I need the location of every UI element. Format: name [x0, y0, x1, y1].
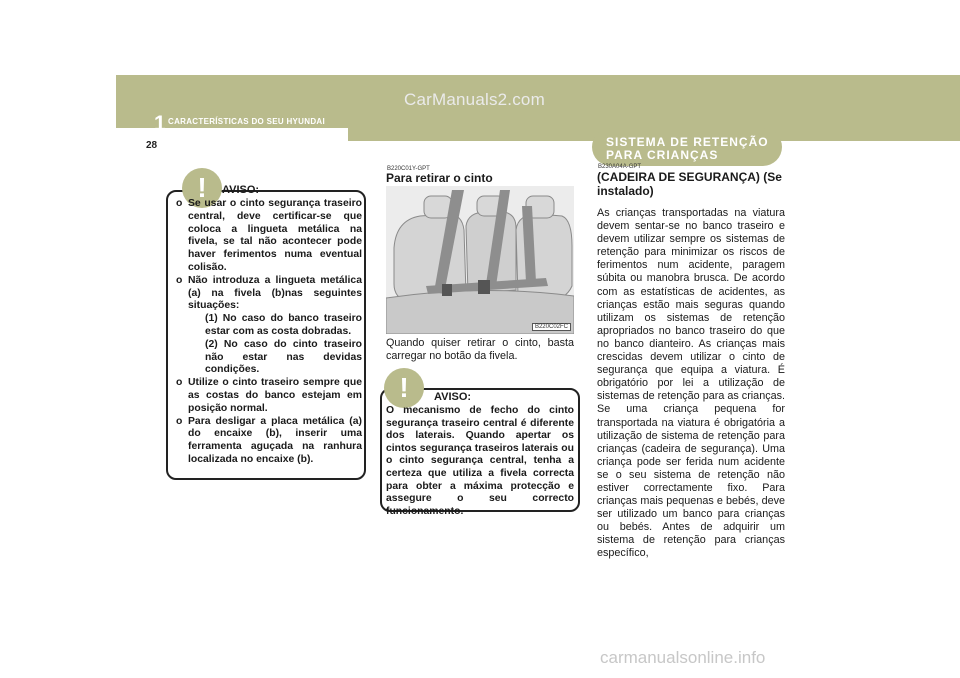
section-code: B230A04A-GPT	[598, 164, 642, 170]
middle-warning-text: O mecanismo de fecho do cinto segurança traseiro central é diferente dos laterais. Quando apertar os cintos segurança traseiros laterais ou o cinto segurança central, tenha a certeza que utiliza a fivela correcta para obter a máxima protecção e assegure o seu correcto funcionamento.	[386, 405, 574, 517]
right-body-text: As crianças transportadas na viatura devem sentar-se no banco traseiro e devem utilizar sempre os sistemas de retenção para minimizar os riscos de ferimentos num acidente, paragem súbita ou manobra brusca. De acordo com as estatísticas de acidentes, as crianças estão mais seguras quando utilizam os sistemas de retenção apropriados no banco traseiro do que no banco dianteiro. As crianças mais crescidas devem utilizar o cinto de segurança que equipa a viatura. É obrigatório por lei a utilização de sistemas de retenção para as crianças. Se uma criança pequena for transportada na viatura é obrigatória a utilização de sistema de retenção para crianças (cadeira de segurança). Uma criança pode ser ferida num acidente se o seu sistema de retenção não estiver correctamente fixo. Para crianças mais pequenas e bebés, deve ser utilizado um banco para crianças ou bebés. Antes de adquirir um sistema de retenção para crianças específico,	[597, 207, 785, 560]
rear-seat-illustration	[386, 186, 574, 334]
middle-warning-title: AVISO:	[434, 391, 472, 403]
chapter-title: CARACTERÍSTICAS DO SEU HYUNDAI	[168, 117, 326, 126]
section-tab-title: SISTEMA DE RETENÇÃO PARA CRIANÇAS	[606, 135, 769, 162]
list-item: o Utilize o cinto traseiro sempre que as costas do banco estejam em posição normal.	[176, 377, 362, 414]
section-heading: Para retirar o cinto	[386, 171, 493, 185]
exclamation-icon: !	[384, 368, 424, 408]
chapter-number: 1	[154, 112, 166, 135]
middle-body-text: Quando quiser retirar o cinto, basta carregar no botão da fivela.	[386, 337, 574, 363]
figure-label: B220C02FC	[532, 323, 571, 331]
list-item: o Não introduza a lingueta metálica (a) na fivela (b)nas seguintes situações: (1) No caso do banco traseiro estar com as costa dobradas. (2) No caso do cinto traseiro não estar nas devidas condições.	[176, 274, 362, 376]
section-code: B220C01Y-GPT	[387, 166, 430, 172]
list-item: o Se usar o cinto segurança traseiro central, deve certificar-se que coloca a lingueta metálica na fivela, se tal não acontecer pode haver ferimentos numa eventual colisão.	[176, 198, 362, 273]
bottom-watermark[interactable]: carmanualsonline.info	[600, 648, 766, 667]
section-tab	[592, 128, 782, 166]
exclamation-icon: !	[182, 168, 222, 208]
section-heading: (CADEIRA DE SEGURANÇA) (Se instalado)	[597, 170, 782, 198]
sub-list-item: (1) No caso do banco traseiro estar com as costa dobradas.	[205, 313, 362, 337]
page-number: 28	[146, 140, 158, 151]
left-warning-list	[176, 198, 362, 467]
top-watermark[interactable]: CarManuals2.com	[404, 90, 545, 109]
list-item: o Para desligar a placa metálica (a) do encaixe (b), inserir uma ferramenta aguçada na ranhura localizada no encaixe (b).	[176, 415, 362, 465]
seatbelt-figure	[386, 186, 574, 334]
left-warning-title: AVISO:	[222, 184, 260, 196]
sub-list-item: (2) No caso do cinto traseiro não estar nas devidas condições.	[205, 338, 362, 376]
